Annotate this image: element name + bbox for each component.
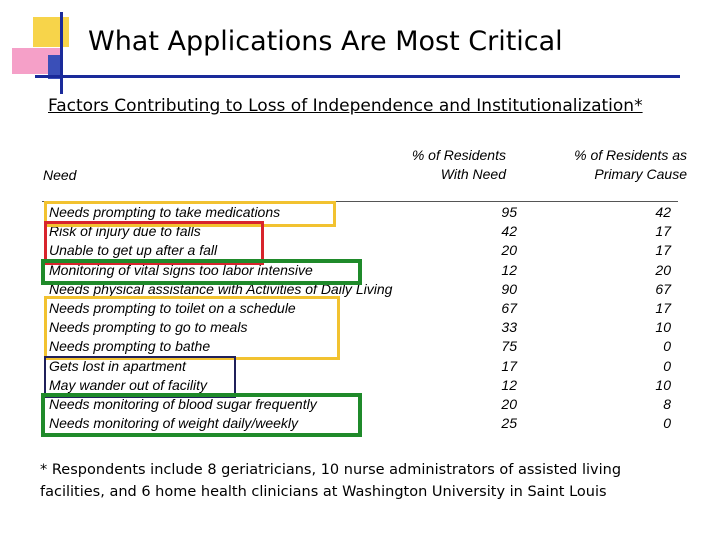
primary-cause-cell: 17 <box>655 299 671 316</box>
column-header-with-need-line2: With Need <box>440 166 506 182</box>
column-header-primary-cause <box>574 146 687 184</box>
with-need-cell: 75 <box>501 338 517 355</box>
with-need-cell: 25 <box>501 415 517 432</box>
need-cell: Monitoring of vital signs too labor intensive <box>49 261 313 278</box>
need-cell: Needs prompting to go to meals <box>49 319 248 336</box>
primary-cause-cell: 10 <box>655 319 671 336</box>
page-title: What Applications Are Most Critical <box>88 26 563 57</box>
with-need-cell: 12 <box>501 376 517 393</box>
need-cell: Risk of injury due to falls <box>49 223 201 240</box>
need-cell: Needs physical assistance with Activities of Daily Living <box>49 280 393 297</box>
with-need-cell: 67 <box>501 299 517 316</box>
decoration-yellow-square <box>33 17 69 47</box>
highlight-box-navy-wandering <box>44 356 236 398</box>
need-cell: Needs monitoring of weight daily/weekly <box>49 415 299 432</box>
footnote: * Respondents include 8 geriatricians, 10 nurse administrators of assisted living facilities, and 6 home health clinicians at Washington University in Saint Louis <box>40 462 622 500</box>
primary-cause-cell: 0 <box>663 415 671 432</box>
column-header-with-need <box>412 146 506 184</box>
primary-cause-cell: 20 <box>655 261 671 278</box>
with-need-cell: 20 <box>501 242 517 259</box>
primary-cause-cell: 42 <box>655 204 671 220</box>
need-cell: Unable to get up after a fall <box>49 242 218 259</box>
need-cell: Needs prompting to bathe <box>49 338 211 355</box>
need-cell: Needs prompting to take medications <box>49 204 281 220</box>
primary-cause-cell: 0 <box>663 357 671 374</box>
need-cell: Needs prompting to toilet on a schedule <box>49 299 296 316</box>
with-need-cell: 33 <box>501 319 517 336</box>
highlight-box-green-monitoring <box>41 393 362 437</box>
column-header-primary-line1: % of Residents as <box>574 147 687 163</box>
primary-cause-cell: 8 <box>663 395 671 412</box>
table-subtitle: Factors Contributing to Loss of Independence and Institutionalization* <box>48 96 643 116</box>
column-header-with-need-line1: % of Residents <box>411 147 506 163</box>
need-cell: Gets lost in apartment <box>49 357 186 374</box>
column-header-primary-line2: Primary Cause <box>594 166 687 182</box>
with-need-cell: 95 <box>501 204 517 220</box>
highlight-box-yellow-prompting <box>44 296 340 360</box>
need-cell: Needs monitoring of blood sugar frequently <box>49 395 317 412</box>
with-need-cell: 42 <box>501 223 517 240</box>
decoration-horizontal-line <box>35 75 680 78</box>
with-need-cell: 90 <box>501 280 517 297</box>
with-need-cell: 20 <box>501 395 517 412</box>
with-need-cell: 12 <box>501 261 517 278</box>
primary-cause-cell: 17 <box>655 223 671 240</box>
need-cell: May wander out of facility <box>49 376 207 393</box>
primary-cause-cell: 0 <box>663 338 671 355</box>
primary-cause-cell: 17 <box>655 242 671 259</box>
primary-cause-cell: 67 <box>655 280 671 297</box>
decoration-vertical-line <box>60 12 63 94</box>
primary-cause-cell: 10 <box>655 376 671 393</box>
highlight-box-green-vital-signs <box>41 259 362 285</box>
column-header-need: Need <box>43 167 77 183</box>
with-need-cell: 17 <box>501 357 517 374</box>
